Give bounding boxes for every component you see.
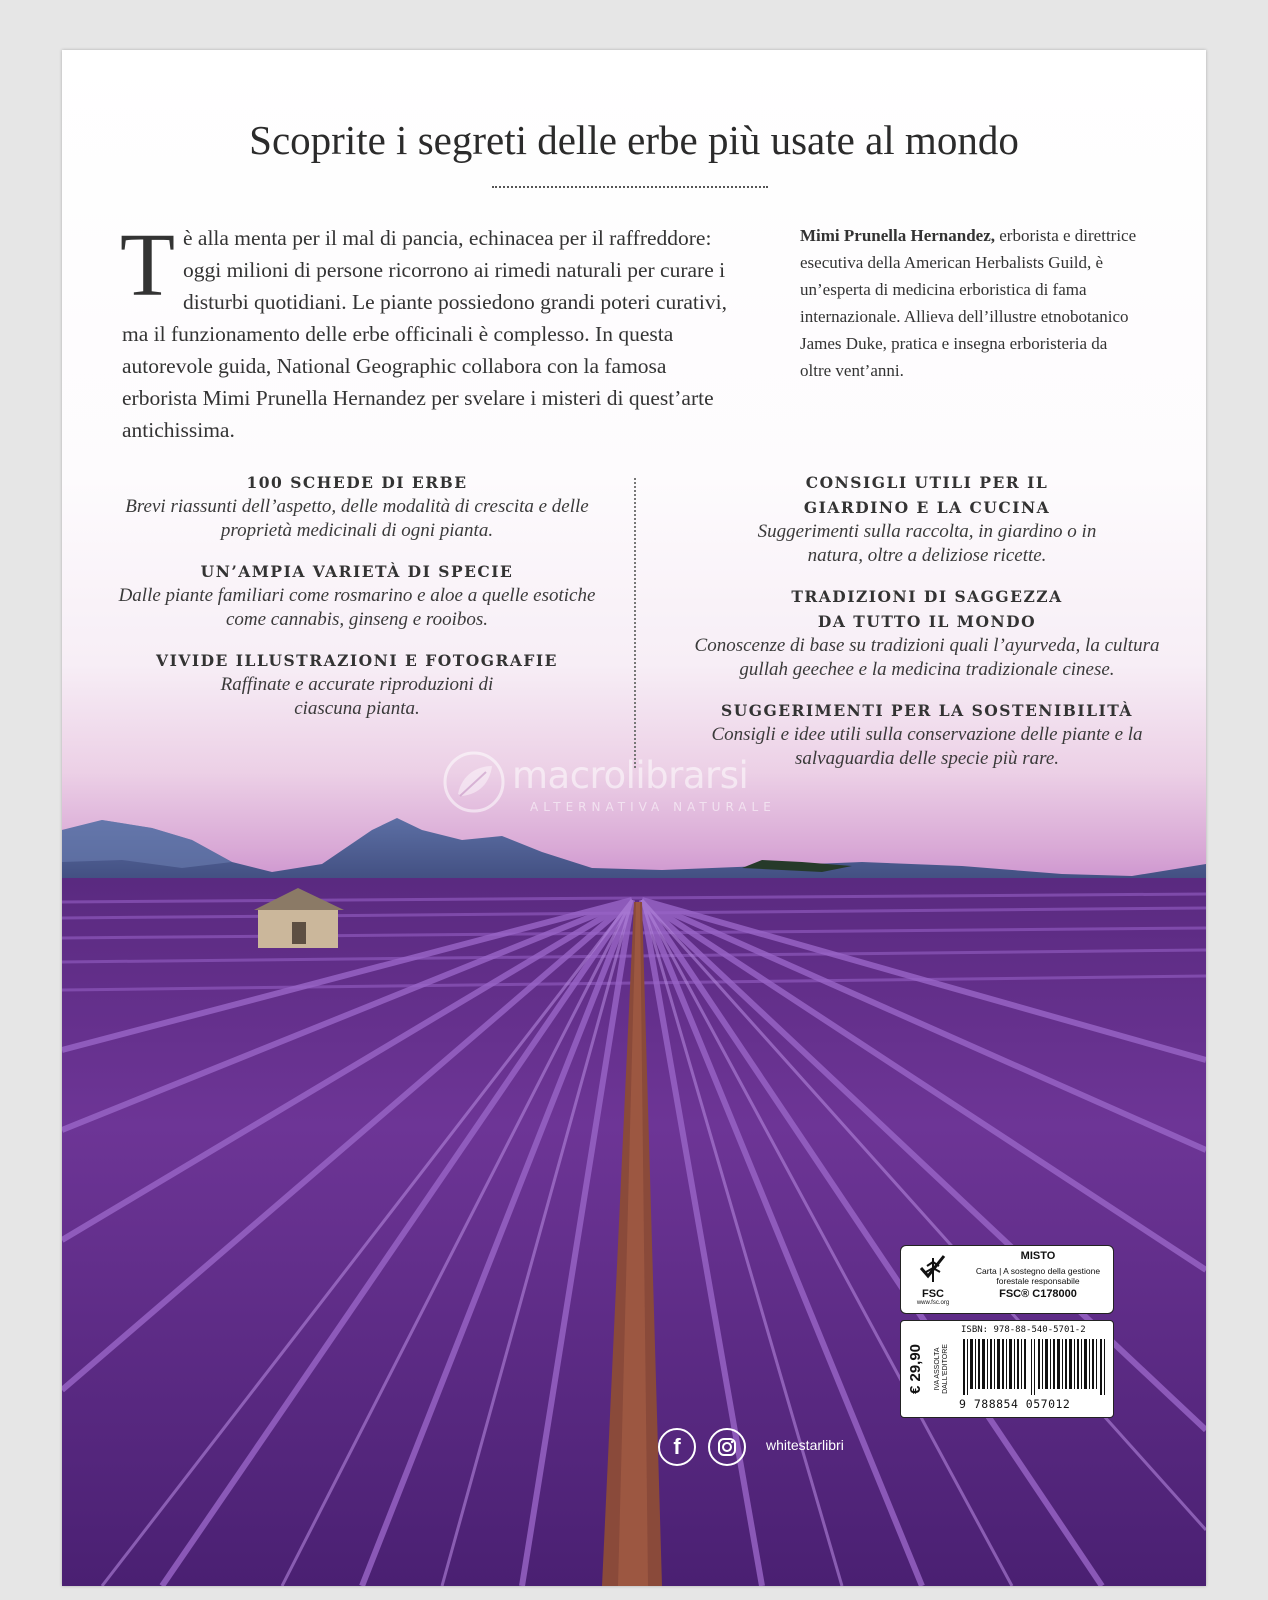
feature-description: Consigli e idee utili sulla conservazione delle piante e la salvaguardia delle specie più rare. <box>711 724 1143 769</box>
feature-heading: TRADIZIONI DI SAGGEZZA DA TUTTO IL MONDO <box>791 587 1063 631</box>
vat-note-line2: DALL'EDITORE <box>942 1344 949 1394</box>
fsc-category: MISTO <box>1020 1250 1056 1262</box>
feature-heading: UN’AMPIA VARIETÀ DI SPECIE <box>200 562 514 581</box>
cover-headline: Scoprite i segreti delle erbe più usate al mondo <box>249 117 1019 163</box>
lavender-field-photo <box>62 790 1206 1586</box>
fsc-wordmark: FSC <box>922 1288 944 1300</box>
fsc-description: Carta | A sostegno della gestione forestale responsabile <box>975 1266 1101 1286</box>
features-right-column <box>677 470 1177 787</box>
instagram-glyph <box>710 1430 744 1464</box>
features-left-column <box>117 470 597 737</box>
author-bio <box>800 222 1140 384</box>
intro-text: è alla menta per il mal di pancia, echinacea per il raffreddore: oggi milioni di persone ricorrono ai rimedi naturali per curare i disturbi quotidiani. Le piante possiedono grandi poteri curativi, ma il funzionamento delle erbe officinali è complesso. In questa autorevole guida, National Geographic collabora con la famosa erborista Mimi Prunella Hernandez per svelare i misteri di quest’arte antichissima. <box>122 226 727 442</box>
watermark-tagline: ALTERNATIVA NATURALE <box>530 800 776 814</box>
ean-number: 9 788854 057012 <box>959 1397 1071 1411</box>
instagram-icon[interactable] <box>708 1428 746 1466</box>
macrolibrarsi-watermark <box>442 750 842 820</box>
barcode <box>961 1339 1107 1395</box>
watermark-brand: macrolibrarsi <box>512 754 749 797</box>
feature-description: Dalle piante familiari come rosmarino e aloe a quelle esotiche come cannabis, ginseng e rooibos. <box>118 585 596 630</box>
fsc-label <box>900 1245 1114 1314</box>
fsc-website: www.fsc.org <box>916 1300 950 1306</box>
drop-cap: T <box>120 216 175 315</box>
intro-paragraph <box>120 216 747 446</box>
feature-description: Suggerimenti sulla raccolta, in giardino o in natura, oltre a deliziose ricette. <box>757 521 1097 566</box>
tree-checkmark-icon <box>918 1252 948 1284</box>
book-back-cover <box>62 50 1206 1586</box>
price-value: € 29,90 <box>907 1343 924 1395</box>
feature-block <box>117 470 597 543</box>
feature-block <box>677 584 1177 682</box>
author-bio-text: erborista e direttrice esecutiva della American Herbalists Guild, è un’esperta di medicina erboristica di fama internazionale. Allieva dell’illustre etnobotanico James Duke, pratica e insegna erboristeria da oltre vent’anni. <box>800 226 1137 380</box>
social-handle[interactable]: whitestarlibri <box>766 1437 844 1453</box>
facebook-icon[interactable]: f <box>658 1428 696 1466</box>
fsc-logo <box>911 1252 955 1306</box>
isbn-text: ISBN: 978-88-540-5701-2 <box>961 1325 1086 1335</box>
vat-note-line1: IVA ASSOLTA <box>934 1347 941 1391</box>
feature-description: Raffinate e accurate riproduzioni di ciascuna pianta. <box>220 674 494 719</box>
feature-description: Brevi riassunti dell’aspetto, delle modalità di crescita e delle proprietà medicinali di ogni pianta. <box>125 496 589 541</box>
feature-block <box>677 470 1177 568</box>
feature-heading: CONSIGLI UTILI PER IL GIARDINO E LA CUCINA <box>803 473 1051 517</box>
fsc-license-code: FSC® C178000 <box>999 1288 1077 1300</box>
feature-heading: SUGGERIMENTI PER LA SOSTENIBILITÀ <box>721 701 1133 720</box>
feature-heading: 100 SCHEDE DI ERBE <box>246 473 468 492</box>
price-rotated <box>901 1321 931 1417</box>
dotted-divider <box>492 186 768 188</box>
price-barcode-box <box>900 1320 1114 1418</box>
feature-block <box>117 648 597 721</box>
leaf-logo-icon <box>442 750 506 814</box>
feature-heading: VIVIDE ILLUSTRAZIONI E FOTOGRAFIE <box>156 651 558 670</box>
feature-description: Conoscenze di base su tradizioni quali l’ayurveda, la cultura gullah geechee e la medicina tradizionale cinese. <box>694 635 1160 680</box>
column-divider <box>634 478 636 768</box>
feature-block <box>117 559 597 632</box>
author-name: Mimi Prunella Hernandez, <box>800 226 996 245</box>
fsc-text-block <box>967 1250 1109 1300</box>
vat-note <box>931 1321 953 1417</box>
